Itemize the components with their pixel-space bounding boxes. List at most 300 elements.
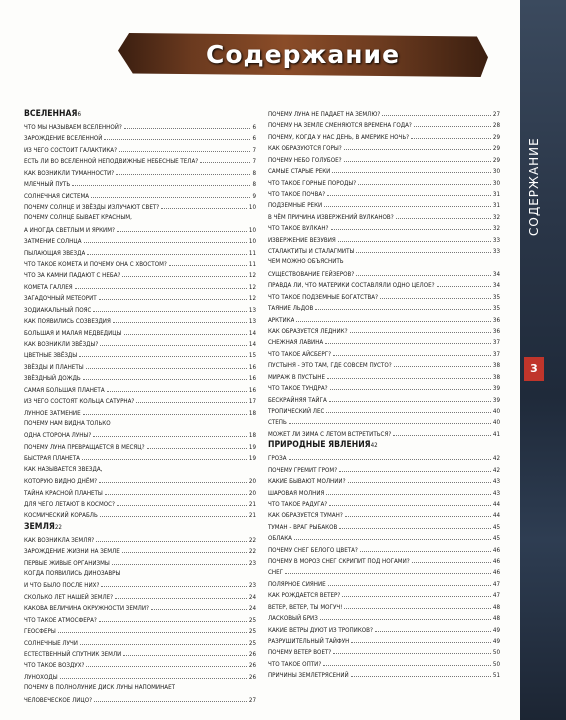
dot-leader <box>344 601 491 609</box>
toc-entry <box>24 614 256 625</box>
toc-entry-title: ЛАСКОВЫЙ БРИЗ <box>268 615 318 623</box>
toc-entry-title: КАК ОБРАЗУЕТСЯ ТУМАН? <box>268 512 343 520</box>
dot-leader <box>344 142 491 150</box>
toc-entry-title: КОГДА ПОЯВИЛИСЬ ДИНОЗАВРЫ <box>24 570 121 578</box>
toc-entry-title: ПОЧЕМУ СОЛНЦЕ И ЗВЁЗДЫ ИЗЛУЧАЮТ СВЕТ? <box>24 203 160 211</box>
toc-entry <box>24 452 256 463</box>
toc-entry <box>268 475 500 486</box>
toc-entry-title: ПОЧЕМУ СНЕГ БЕЛОГО ЦВЕТА? <box>268 546 358 554</box>
toc-entry-title: АРКТИКА <box>268 316 295 324</box>
toc-entry-page: 38 <box>492 373 500 381</box>
dot-leader <box>116 167 250 175</box>
toc-entry-title: КАКИЕ БЫВАЮТ МОЛНИИ? <box>268 478 346 486</box>
dot-leader <box>339 464 491 472</box>
toc-entry <box>24 349 256 360</box>
toc-entry-page: 21 <box>248 500 256 508</box>
dot-leader <box>296 314 490 322</box>
toc-entry <box>24 155 256 166</box>
toc-entry-page: 40 <box>492 407 500 415</box>
toc-entry <box>24 304 256 315</box>
toc-entry-page: 20 <box>248 478 256 486</box>
toc-entry <box>24 190 256 201</box>
dot-leader <box>333 348 491 356</box>
toc-entry-title: СНЕГ <box>268 569 283 577</box>
dot-leader <box>94 694 247 702</box>
toc-entry-title: ЗОДИАКАЛЬНЫЙ ПОЯС <box>24 306 92 314</box>
toc-entry-title: ИЗВЕРЖЕНИЕ ВЕЗУВИЯ <box>268 236 336 244</box>
toc-entry <box>24 212 256 223</box>
toc-entry-page: 26 <box>248 662 256 670</box>
toc-entry-page: 19 <box>248 455 256 463</box>
toc-entry <box>268 601 500 612</box>
toc-entry-page: 48 <box>492 615 500 623</box>
dot-leader <box>356 245 491 253</box>
toc-entry <box>268 578 500 589</box>
toc-entry-page: 32 <box>492 213 500 221</box>
dot-leader <box>107 384 247 392</box>
dot-leader <box>124 327 247 335</box>
toc-entry <box>24 579 256 590</box>
dot-leader <box>396 211 491 219</box>
toc-entry <box>24 361 256 372</box>
toc-entry <box>268 624 500 635</box>
dot-leader <box>393 428 491 436</box>
dot-leader <box>99 475 247 483</box>
toc-entry-title: ИЗ ЧЕГО СОСТОЯТ КОЛЬЦА САТУРНА? <box>24 398 135 406</box>
toc-entry-title: СНЕЖНАЯ ЛАВИНА <box>268 339 324 347</box>
dot-leader <box>289 452 491 460</box>
dot-leader <box>112 557 247 565</box>
dot-leader <box>147 441 247 449</box>
toc-entry <box>24 418 256 429</box>
toc-entry-page: 51 <box>492 672 500 680</box>
toc-entry-title: ЧТО ТАКОЕ ГОРНЫЕ ПОРОДЫ? <box>268 179 357 187</box>
toc-entry-title: СТАЛАКТИТЫ И СТАЛАГМИТЫ <box>268 248 355 256</box>
dot-leader <box>285 566 491 574</box>
toc-entry-page: 29 <box>492 133 500 141</box>
toc-entry-page: 37 <box>492 339 500 347</box>
toc-entry <box>268 521 500 532</box>
toc-entry-title: БЫСТРАЯ ПЛАНЕТА <box>24 455 80 463</box>
dot-leader <box>93 429 247 437</box>
toc-entry <box>24 121 256 132</box>
dot-leader <box>339 521 491 529</box>
toc-right-column <box>268 108 500 681</box>
toc-entry-page: 14 <box>248 341 256 349</box>
toc-entry-page: 46 <box>492 546 500 554</box>
toc-entry-page: 18 <box>248 409 256 417</box>
toc-entry-page: 8 <box>252 169 256 177</box>
toc-entry-title: РАЗРУШИТЕЛЬНЫЙ ТАЙФУН <box>268 637 350 645</box>
toc-entry-title: ОДНА СТОРОНА ЛУНЫ? <box>24 432 92 440</box>
side-label: СОДЕРЖАНИЕ <box>527 137 541 236</box>
toc-entry <box>24 464 256 475</box>
toc-entry <box>24 694 256 705</box>
toc-entry-page: 32 <box>492 225 500 233</box>
toc-entry-page: 18 <box>248 432 256 440</box>
toc-entry-title: САМЫЕ СТАРЫЕ РЕКИ <box>268 168 331 176</box>
toc-entry-title: ЗАРОЖДЕНИЕ ВСЕЛЕННОЙ <box>24 135 103 143</box>
toc-entry-page: 27 <box>492 111 500 118</box>
toc-entry <box>268 142 500 153</box>
toc-entry-page: 29 <box>492 145 500 153</box>
toc-entry <box>24 224 256 235</box>
toc-entry <box>268 405 500 416</box>
toc-entry-title: ТУМАН - ВРАГ РЫБАКОВ <box>268 523 338 531</box>
toc-entry-title: А ИНОГДА СВЕТЛЫМ И ЯРКИМ? <box>24 226 115 234</box>
toc-entry-page: 22 <box>54 523 62 531</box>
toc-entry <box>268 658 500 669</box>
toc-entry-page: 16 <box>248 375 256 383</box>
toc-entry-page: 48 <box>492 603 500 611</box>
toc-entry-title: ПОЧЕМУ СОЛНЦЕ БЫВАЕТ КРАСНЫМ, <box>24 214 132 222</box>
toc-entry-page: 40 <box>492 419 500 427</box>
dot-leader <box>360 544 491 552</box>
toc-entry-title: ЧТО ТАКОЕ АЙСБЕРГ? <box>268 350 332 358</box>
dot-leader <box>412 555 491 563</box>
dot-leader <box>151 602 247 610</box>
toc-entry-page: 22 <box>248 548 256 556</box>
toc-entry <box>268 245 500 256</box>
toc-entry-title: ПОЧЕМУ ЛУНА ПРЕВРАЩАЕТСЯ В МЕСЯЦ? <box>24 443 145 451</box>
toc-entry-page: 30 <box>492 168 500 176</box>
dot-leader <box>328 578 491 586</box>
dot-leader <box>169 258 247 266</box>
toc-entry <box>24 292 256 303</box>
dot-leader <box>289 416 491 424</box>
toc-entry <box>268 532 500 543</box>
toc-entry-title: ПОЛЯРНОЕ СИЯНИЕ <box>268 580 326 588</box>
toc-entry-page: 42 <box>492 466 500 474</box>
toc-entry <box>24 591 256 602</box>
dot-leader <box>104 132 250 140</box>
dot-leader <box>122 545 247 553</box>
dot-leader <box>82 452 247 460</box>
toc-entry <box>24 167 256 178</box>
toc-entry-title: МИРАЖ В ПУСТЫНЕ <box>268 373 325 381</box>
dot-leader <box>83 407 247 415</box>
toc-entry-page: 29 <box>492 156 500 164</box>
dot-leader <box>327 371 491 379</box>
toc-entry <box>268 382 500 393</box>
toc-entry <box>24 235 256 246</box>
dot-leader <box>333 646 491 654</box>
toc-entry-page: 25 <box>248 639 256 647</box>
dot-leader <box>83 372 247 380</box>
toc-entry-page: 50 <box>492 660 500 668</box>
toc-entry-title: ПОЧЕМУ ЛУНА НЕ ПАДАЕТ НА ЗЕМЛЮ? <box>268 111 381 118</box>
toc-entry-page: 14 <box>248 329 256 337</box>
toc-entry-title: ЦВЕТНЫЕ ЗВЁЗДЫ <box>24 352 78 360</box>
toc-entry-page: 10 <box>248 238 256 246</box>
dot-leader <box>84 235 247 243</box>
toc-entry <box>24 407 256 418</box>
dot-leader <box>414 119 491 127</box>
toc-entry-title: ЗАГАДОЧНЫЙ МЕТЕОРИТ <box>24 295 97 303</box>
dot-leader <box>345 509 491 517</box>
toc-entry-title: КАК ВОЗНИКЛИ ТУМАННОСТИ? <box>24 169 115 177</box>
toc-entry-title: СТЕПЬ <box>268 419 287 427</box>
dot-leader <box>332 165 491 173</box>
toc-entry <box>24 247 256 258</box>
toc-entry <box>268 336 500 347</box>
toc-entry <box>268 325 500 336</box>
dot-leader <box>200 155 250 163</box>
toc-entry <box>268 211 500 222</box>
toc-entry-page: 45 <box>492 535 500 543</box>
toc-entry <box>24 625 256 636</box>
dot-leader <box>96 534 247 542</box>
toc-entry <box>268 509 500 520</box>
dot-leader <box>294 532 491 540</box>
toc-entry-title: ЧТО ТАКОЕ ОПТИ? <box>268 660 322 668</box>
toc-entry <box>24 327 256 338</box>
toc-entry-page: 7 <box>252 146 256 154</box>
dot-leader <box>99 614 247 622</box>
toc-entry-page: 6 <box>252 135 256 143</box>
toc-entry-title: ЧТО ТАКОЕ ПОЧВА? <box>268 190 326 198</box>
toc-entry-title: ПРАВДА ЛИ, ЧТО МАТЕРИКИ СОСТАВЛЯЛИ ОДНО ЦЕЛОЕ? <box>268 282 435 290</box>
toc-entry-title: КАК ОБРАЗУЮТСЯ ГОРЫ? <box>268 145 342 153</box>
toc-entry <box>24 498 256 509</box>
toc-entry-title: КОТОРУЮ ВИДНО ДНЁМ? <box>24 478 98 486</box>
toc-entry <box>268 256 500 267</box>
toc-entry <box>24 509 256 520</box>
toc-entry-page: 19 <box>248 443 256 451</box>
toc-entry-page: 24 <box>248 593 256 601</box>
toc-entry-title: ИЗ ЧЕГО СОСТОИТ ГАЛАКТИКА? <box>24 146 118 154</box>
toc-entry-title: КАК ОБРАЗУЕТСЯ ЛЕДНИК? <box>268 328 348 336</box>
toc-entry-title: ПОЧЕМУ, КОГДА У НАС ДЕНЬ, В АМЕРИКЕ НОЧЬ? <box>268 133 410 141</box>
toc-entry <box>24 315 256 326</box>
toc-entry-page: 47 <box>492 592 500 600</box>
toc-entry-page: 20 <box>248 489 256 497</box>
toc-entry-title: ПОЧЕМУ В МОРОЗ СНЕГ СКРИПИТ ПОД НОГАМИ? <box>268 558 410 566</box>
toc-entry-page: 35 <box>492 293 500 301</box>
toc-entry <box>268 416 500 427</box>
toc-entry <box>24 568 256 579</box>
toc-entry-page: 17 <box>248 398 256 406</box>
dot-leader <box>315 302 491 310</box>
toc-entry-page: 50 <box>492 649 500 657</box>
toc-entry <box>268 199 500 210</box>
toc-entry-page: 11 <box>248 261 256 269</box>
toc-section-heading <box>24 521 256 534</box>
toc-entry <box>268 669 500 680</box>
page-title: Содержание <box>205 40 401 69</box>
toc-entry-page: 43 <box>492 489 500 497</box>
toc-entry-page: 28 <box>492 122 500 130</box>
toc-entry-title: ПОЧЕМУ ВЕТЕР ВОЕТ? <box>268 649 332 657</box>
toc-entry-page: 15 <box>248 352 256 360</box>
toc-entry <box>268 359 500 370</box>
toc-entry-title: ТАЯНИЕ ЛЬДОВ <box>268 305 314 313</box>
toc-entry-title: ВЕТЕР, ВЕТЕР, ТЫ МОГУЧ! <box>268 603 343 611</box>
dot-leader <box>100 509 247 517</box>
toc-entry-page: 49 <box>492 626 500 634</box>
toc-entry-title: КАК РОЖДАЕТСЯ ВЕТЕР? <box>268 592 341 600</box>
toc-entry-title: ТАЙНА КРАСНОЙ ПЛАНЕТЫ <box>24 489 103 497</box>
dot-leader <box>87 247 247 255</box>
toc-entry-title: ЗАРОЖДЕНИЕ ЖИЗНИ НА ЗЕМЛЕ <box>24 548 120 556</box>
toc-entry-title: ЧТО ТАКОЕ ВУЛКАН? <box>268 225 329 233</box>
dot-leader <box>350 325 491 333</box>
toc-entry-title: ЗЕМЛЯ <box>24 521 55 532</box>
toc-entry-page: 27 <box>248 696 256 704</box>
toc-entry-title: СОЛНЕЧНАЯ СИСТЕМА <box>24 192 90 200</box>
dot-leader <box>86 659 246 667</box>
toc-entry <box>24 395 256 406</box>
toc-entry-page: 23 <box>248 559 256 567</box>
toc-entry <box>268 302 500 313</box>
page-number-badge: 3 <box>524 357 544 381</box>
toc-entry-title: ЕСТЕСТВЕННЫЙ СПУТНИК ЗЕМЛИ <box>24 650 122 658</box>
dot-leader <box>329 498 491 506</box>
toc-entry <box>24 441 256 452</box>
toc-entry-page: 24 <box>248 605 256 613</box>
toc-entry-page: 39 <box>492 385 500 393</box>
toc-entry <box>268 291 500 302</box>
toc-entry-title: ЕСТЬ ЛИ ВО ВСЕЛЕННОЙ НЕПОДВИЖНЫЕ НЕБЕСНЫЕ ТЕЛА? <box>24 158 199 166</box>
dot-leader <box>329 394 491 402</box>
toc-entry-page: 8 <box>252 181 256 189</box>
dot-leader <box>330 382 491 390</box>
toc-entry <box>268 268 500 279</box>
toc-entry-title: ЧТО ТАКОЕ КОМЕТА И ПОЧЕМУ ОНА С ХВОСТОМ? <box>24 261 167 269</box>
toc-entry-page: 23 <box>248 582 256 590</box>
toc-entry-page: 47 <box>492 580 500 588</box>
dot-leader <box>75 281 247 289</box>
dot-leader <box>117 498 247 506</box>
toc-entry-page: 10 <box>248 226 256 234</box>
toc-entry-page: 35 <box>492 305 500 313</box>
toc-entry <box>268 188 500 199</box>
toc-entry <box>268 234 500 245</box>
toc-entry <box>268 177 500 188</box>
toc-section-heading <box>268 439 500 452</box>
dot-leader <box>58 625 247 633</box>
toc-entry <box>24 534 256 545</box>
toc-entry-title: ЧТО ТАКОЕ РАДУГА? <box>268 500 328 508</box>
toc-entry-title: КАК ВОЗНИКЛА ЗЕМЛЯ? <box>24 536 95 544</box>
toc-entry <box>24 682 256 693</box>
dot-leader <box>351 669 491 677</box>
toc-entry-page: 34 <box>492 282 500 290</box>
toc-entry <box>24 384 256 395</box>
dot-leader <box>342 589 491 597</box>
dot-leader <box>382 108 491 116</box>
dot-leader <box>437 279 491 287</box>
toc-entry-page: 44 <box>492 512 500 520</box>
toc-entry-title: ПОЧЕМУ НА ЗЕМЛЕ СМЕНЯЮТСЯ ВРЕМЕНА ГОДА? <box>268 122 412 130</box>
dot-leader <box>338 234 491 242</box>
toc-entry <box>268 612 500 623</box>
toc-entry <box>24 545 256 556</box>
toc-entry <box>24 429 256 440</box>
toc-entry-title: ПОЧЕМУ ГРЕМИТ ГРОМ? <box>268 466 338 474</box>
toc-entry-page: 9 <box>252 192 256 200</box>
dot-leader <box>136 395 247 403</box>
toc-entry-title: И ЧТО БЫЛО ПОСЛЕ НИХ? <box>24 582 100 590</box>
toc-entry-title: МОЖЕТ ЛИ ЗИМА С ЛЕТОМ ВСТРЕТИТЬСЯ? <box>268 430 392 438</box>
toc-entry <box>268 487 500 498</box>
toc-entry-title: КАК ПОЯВИЛИСЬ СОЗВЕЗДИЯ <box>24 318 111 326</box>
dot-leader <box>323 658 491 666</box>
toc-entry <box>24 258 256 269</box>
toc-entry-title: ПОЧЕМУ В ПОЛНОЛУНИЕ ДИСК ЛУНЫ НАПОМИНАЕТ <box>24 684 175 692</box>
toc-entry-title: ЧТО ТАКОЕ ТУНДРА? <box>268 385 328 393</box>
toc-entry-page: 31 <box>492 202 500 210</box>
dot-leader <box>80 637 247 645</box>
toc-entry-title: ЗВЁЗДЫ И ПЛАНЕТЫ <box>24 363 84 371</box>
dot-leader <box>91 190 250 198</box>
toc-entry-page: 45 <box>492 523 500 531</box>
toc-entry-title: КАК НАЗЫВАЕТСЯ ЗВЕЗДА, <box>24 465 103 473</box>
toc-entry-title: БЕСКРАЙНЯЯ ТАЙГА <box>268 396 327 404</box>
toc-entry <box>268 428 500 439</box>
toc-entry <box>268 566 500 577</box>
toc-entry-page: 25 <box>248 628 256 636</box>
toc-entry-title: СУЩЕСТВОВАНИЕ ГЕЙЗЕРОВ? <box>268 270 355 278</box>
toc-entry-page: 38 <box>492 362 500 370</box>
toc-entry-title: ПОДЗЕМНЫЕ РЕКИ <box>268 202 323 210</box>
toc-entry-page: 13 <box>248 318 256 326</box>
toc-entry <box>268 371 500 382</box>
toc-entry-title: КАКИЕ ВЕТРЫ ДУЮТ ИЗ ТРОПИКОВ? <box>268 626 373 634</box>
toc-entry <box>24 281 256 292</box>
toc-entry <box>268 464 500 475</box>
toc-entry-title: ЗВЁЗДНЫЙ ДОЖДЬ <box>24 375 81 383</box>
toc-entry-page: 22 <box>248 536 256 544</box>
toc-entry-page: 36 <box>492 328 500 336</box>
toc-entry <box>268 555 500 566</box>
toc-entry <box>268 119 500 130</box>
toc-entry-title: ПОЧЕМУ НЕБО ГОЛУБОЕ? <box>268 156 342 164</box>
toc-entry-page: 34 <box>492 270 500 278</box>
toc-entry-title: ДЛЯ ЧЕГО ЛЕТАЮТ В КОСМОС? <box>24 500 115 508</box>
toc-entry <box>268 646 500 657</box>
toc-entry-page: 16 <box>248 363 256 371</box>
dot-leader <box>380 291 491 299</box>
dot-leader <box>358 177 491 185</box>
toc-entry-title: В ЧЁМ ПРИЧИНА ИЗВЕРЖЕНИЙ ВУЛКАНОВ? <box>268 213 394 221</box>
toc-entry-title: ПОЧЕМУ НАМ ВИДНА ТОЛЬКО <box>24 419 111 427</box>
toc-entry-title: САМАЯ БОЛЬШАЯ ПЛАНЕТА <box>24 386 105 394</box>
toc-entry <box>268 452 500 463</box>
dot-leader <box>325 336 491 344</box>
toc-entry-title: ПРИРОДНЫЕ ЯВЛЕНИЯ <box>268 440 371 451</box>
dot-leader <box>411 131 491 139</box>
toc-entry-page: 12 <box>248 272 256 280</box>
toc-entry-page: 7 <box>252 158 256 166</box>
toc-entry-title: ТРОПИЧЕСКИЙ ЛЕС <box>268 407 325 415</box>
toc-entry-page: 12 <box>248 283 256 291</box>
toc-entry <box>24 338 256 349</box>
dot-leader <box>331 222 491 230</box>
dot-leader <box>93 304 247 312</box>
toc-entry <box>268 108 500 119</box>
toc-entry-page: 11 <box>248 249 256 257</box>
dot-leader <box>86 361 247 369</box>
toc-entry-page: 49 <box>492 637 500 645</box>
toc-entry-title: ЧТО ТАКОЕ ПОДЗЕМНЫЕ БОГАТСТВА? <box>268 293 379 301</box>
toc-entry <box>24 557 256 568</box>
toc-entry-page: 6 <box>77 111 81 118</box>
toc-entry-page: 10 <box>248 203 256 211</box>
toc-entry-page: 25 <box>248 616 256 624</box>
toc-entry-title: ОБЛАКА <box>268 535 292 543</box>
toc-entry-page: 42 <box>370 442 378 450</box>
